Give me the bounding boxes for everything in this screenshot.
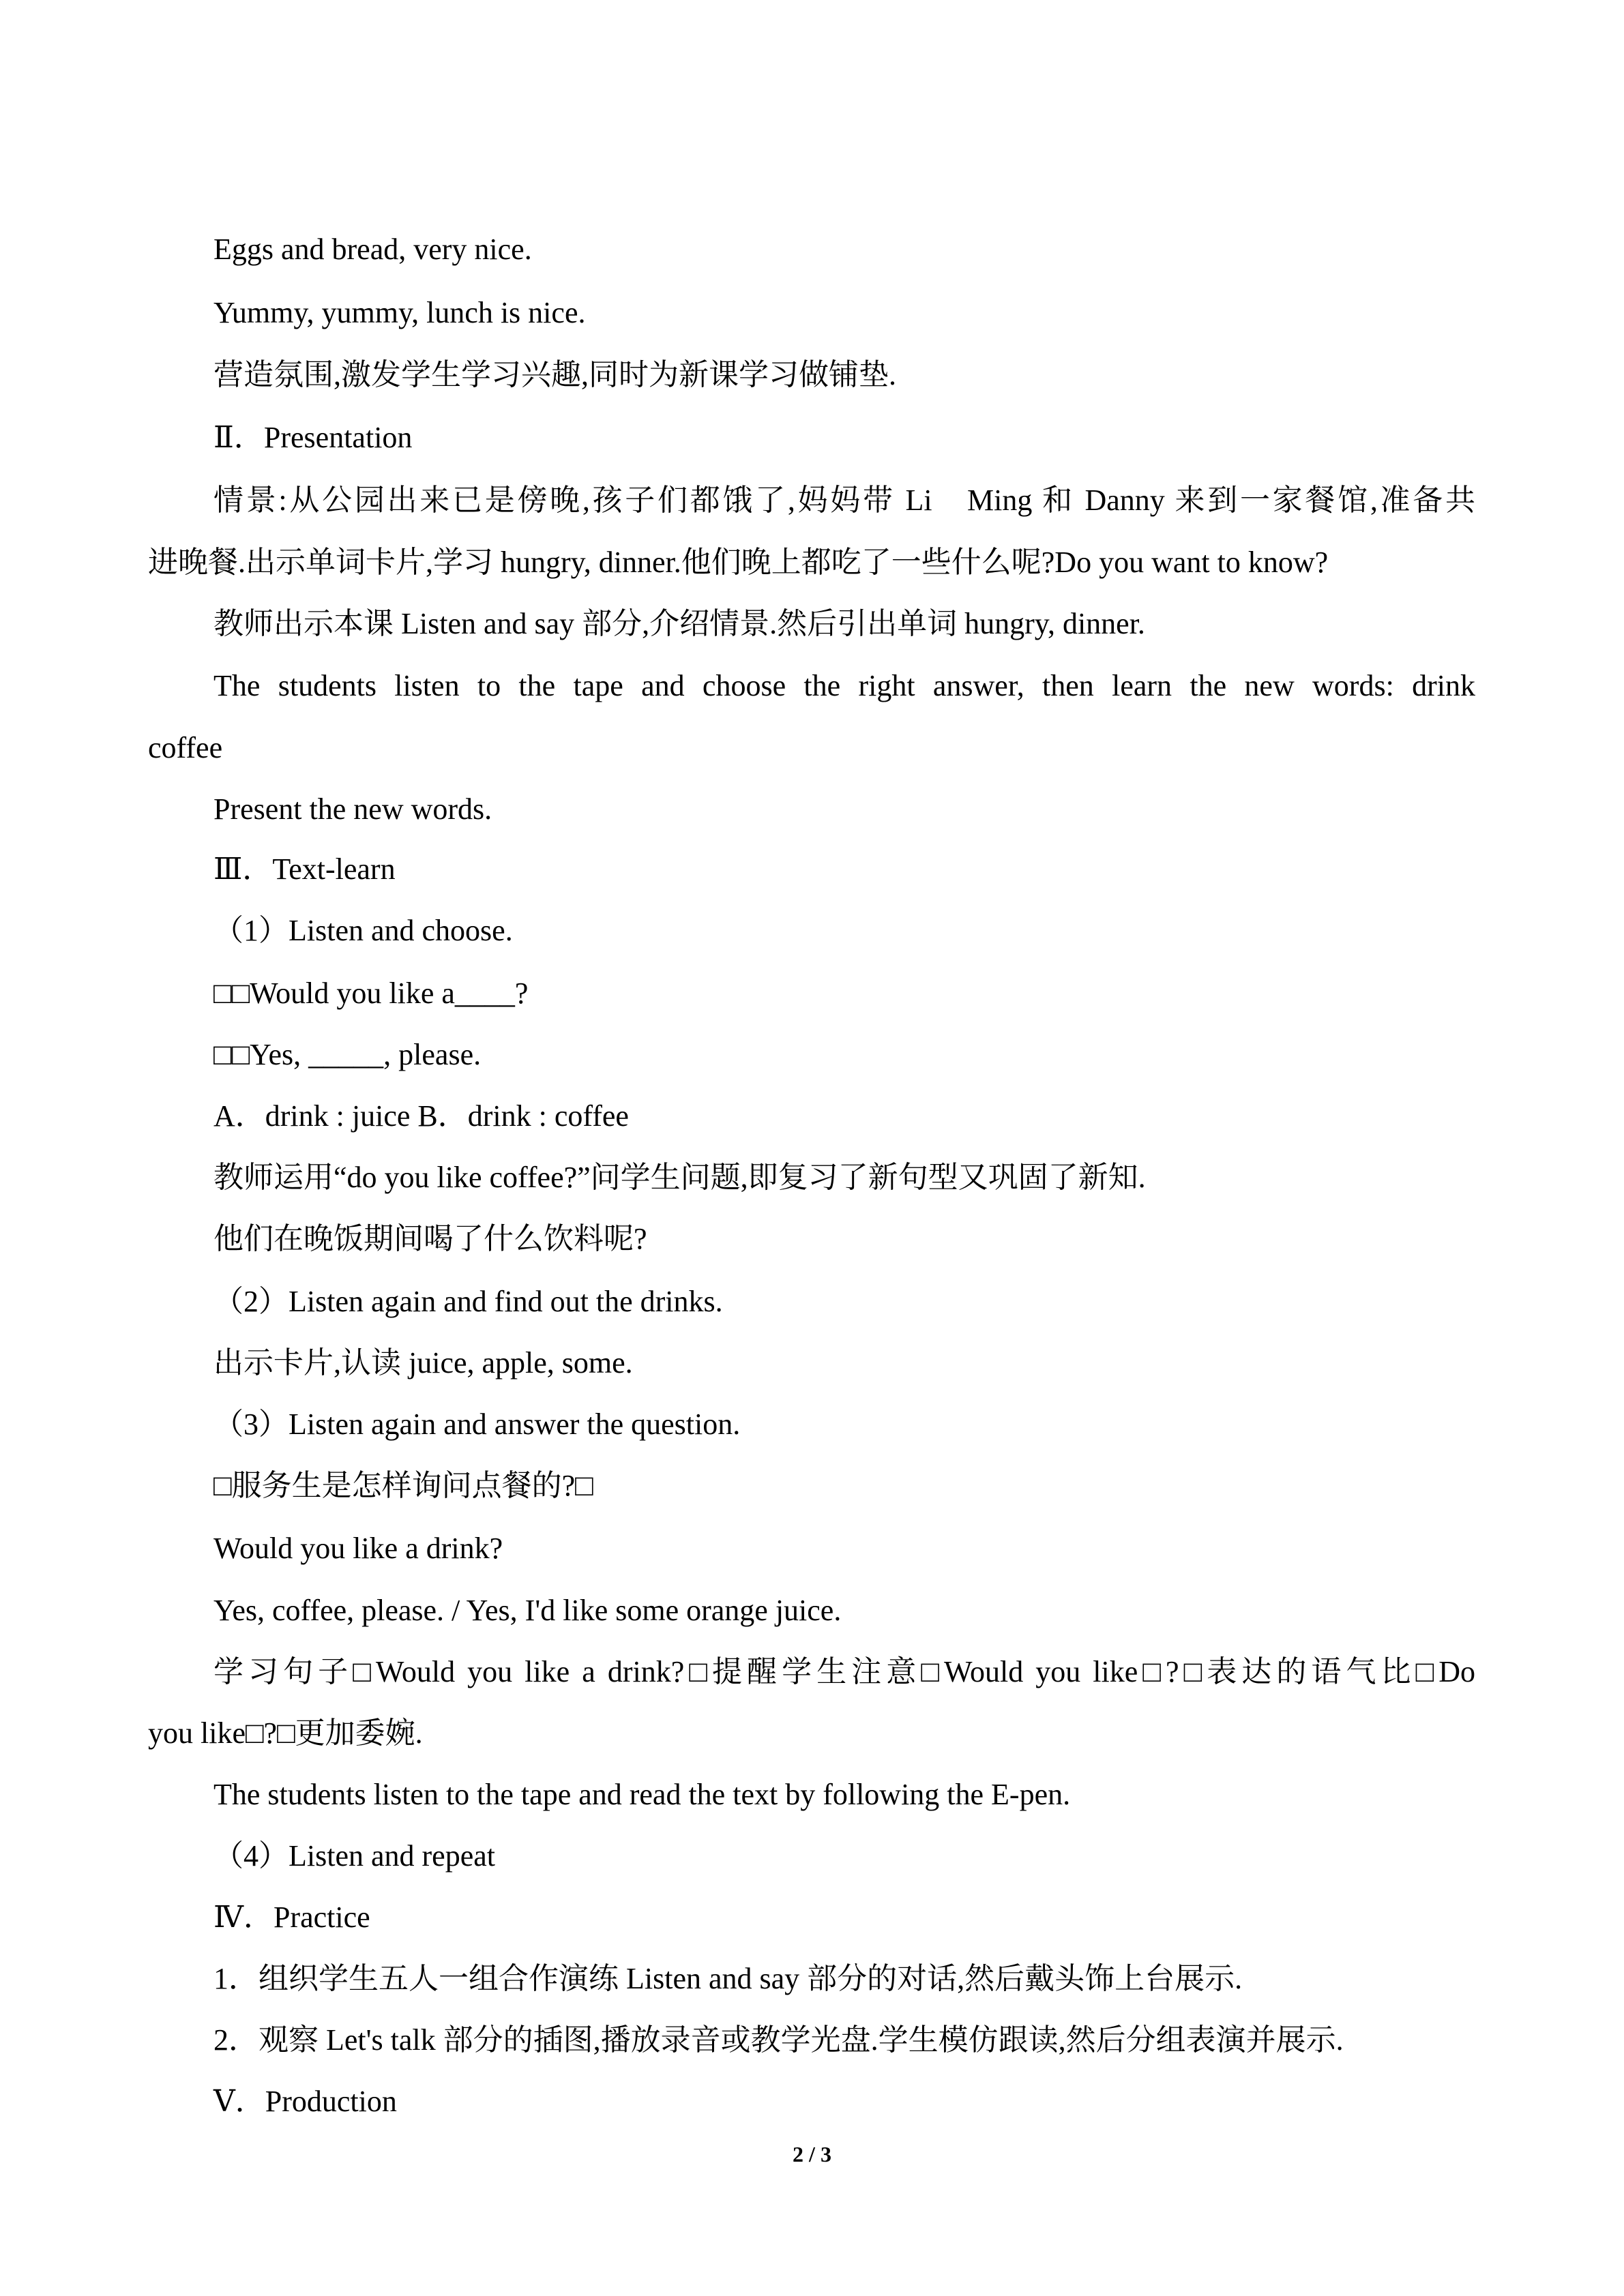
- text-line: Yummy, yummy, lunch is nice.: [213, 296, 586, 329]
- text-line: 教师运用“do you like coffee?”问学生问题,即复习了新句型又巩固了新知.: [213, 1161, 1146, 1194]
- text-line: Would you like a drink?: [213, 1532, 503, 1565]
- text-line: 出示卡片,认读 juice, apple, some.: [213, 1346, 633, 1380]
- text-line: □服务生是怎样询问点餐的?□: [213, 1469, 593, 1502]
- section-heading-text-learn: Ⅲ．Text-learn: [213, 852, 396, 886]
- text-line: □□Would you like a____?: [213, 976, 529, 1010]
- text-line: □□Yes, _____, please.: [213, 1038, 482, 1071]
- text-line: （4）Listen and repeat: [213, 1839, 495, 1873]
- text-line: A．drink : juice B．drink : coffee: [213, 1099, 629, 1133]
- text-line: Present the new words.: [213, 792, 492, 826]
- section-heading-production: Ⅴ．Production: [213, 2085, 397, 2118]
- text-line: coffee: [148, 731, 223, 764]
- text-line: 进晚餐.出示单词卡片,学习 hungry, dinner.他们晚上都吃了一些什么呢?Do you want to know?: [148, 546, 1329, 579]
- text-line: 情景:从公园出来已是傍晚,孩子们都饿了,妈妈带 Li Ming 和 Danny 来到一家餐馆,准备共: [213, 483, 1475, 517]
- text-line: 他们在晚饭期间喝了什么饮料呢?: [213, 1222, 647, 1255]
- text-line: 1．组织学生五人一组合作演练 Listen and say 部分的对话,然后戴头饰上台展示.: [213, 1962, 1243, 1995]
- text-line: Yes, coffee, please. / Yes, I'd like some orange juice.: [213, 1594, 842, 1627]
- text-line: （1）Listen and choose.: [213, 914, 513, 947]
- text-line: 2．观察 Let's talk 部分的插图,播放录音或教学光盘.学生模仿跟读,然后分组表演并展示.: [213, 2023, 1344, 2057]
- section-heading-presentation: Ⅱ．Presentation: [213, 421, 413, 454]
- text-line: The students listen to the tape and read the text by following the E-pen.: [213, 1778, 1071, 1811]
- section-heading-practice: Ⅳ．Practice: [213, 1900, 370, 1934]
- text-line: 营造氛围,激发学生学习兴趣,同时为新课学习做铺垫.: [213, 358, 896, 391]
- text-line: 学习句子□Would you like a drink?□提醒学生注意□Would you like□?□表达的语气比□Do: [213, 1655, 1475, 1688]
- text-line: （2）Listen again and find out the drinks.: [213, 1285, 723, 1318]
- text-line: （3）Listen again and answer the question.: [213, 1407, 741, 1441]
- page-number: 2 / 3: [793, 2142, 831, 2166]
- text-line: The students listen to the tape and choose the right answer, then learn the new words: drink: [213, 669, 1475, 702]
- text-line: you like□?□更加委婉.: [148, 1716, 423, 1750]
- text-line: 教师出示本课 Listen and say 部分,介绍情景.然后引出单词 hungry, dinner.: [213, 607, 1145, 640]
- text-line: Eggs and bread, very nice.: [213, 233, 532, 266]
